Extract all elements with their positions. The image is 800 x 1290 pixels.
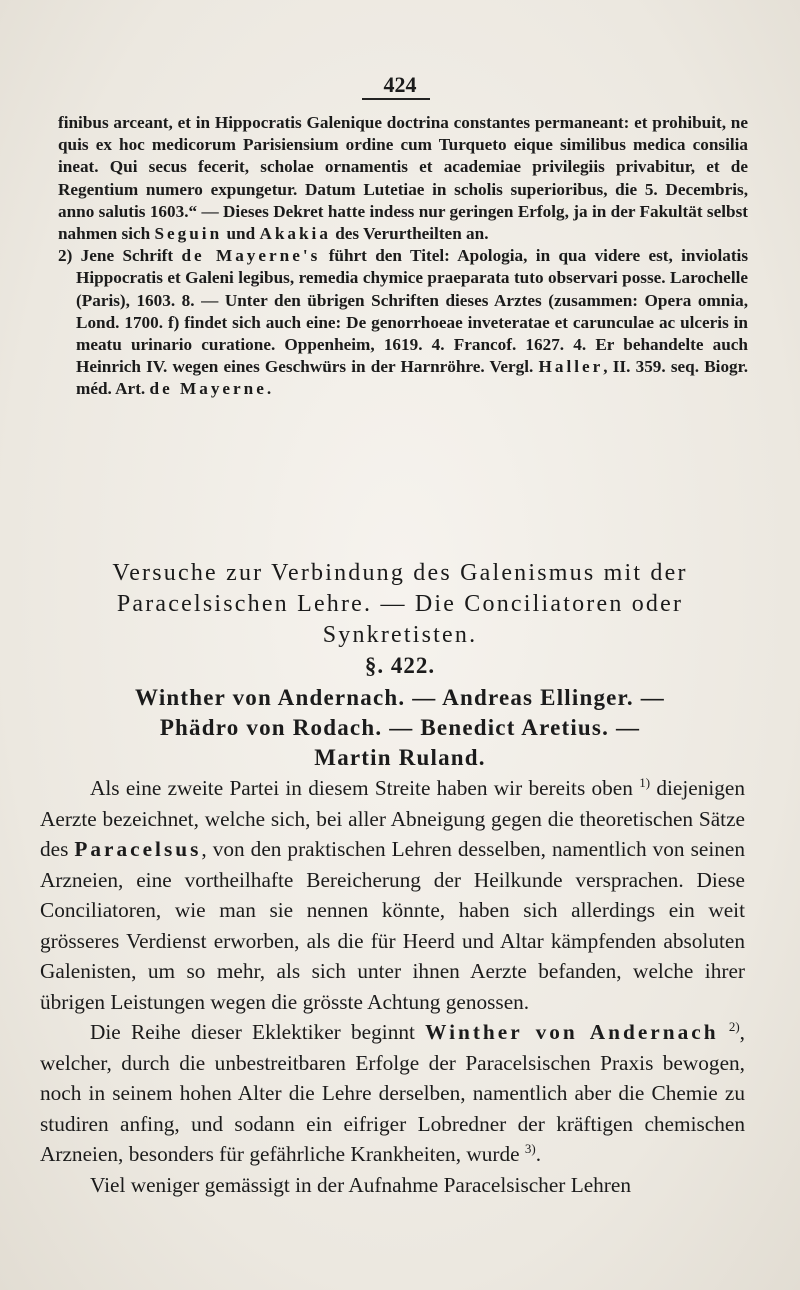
footnote-continuation: finibus arceant, et in Hippocratis Galenique doctrina constantes permaneant: et prohibuit, ne quis ex hoc medicorum Parisiensium ordine cum Turqueto eique similibus medica consilia ineat. Qui secus fecerit, scholae ornamentis et academiae privilegiis privabitur, et de Regentium numero expungetur. Datum Lutetiae in scholis superioribus, die 5. Decembris, anno salutis 1603.“ — Dieses Dekret hatte indess nur geringen Erfolg, ja in der Fakultät selbst nahmen sich Seguin und Akakia des Verurtheilten an. — [58, 113, 748, 244]
body-paragraph-1: Als eine zweite Partei in diesem Streite haben wir bereits oben $^{1)}$ diejenigen Aerzte bezeichnet, welche sich, bei aller Abneigung gegen die theoretischen Sätze des Paracelsus, von den praktischen Lehren desselben, namentlich von seinen Arzneien, eine vortheilhafte Bereicherung der Heilkunde versprachen. Diese Conciliatoren, wie man sie nennen könnte, haben sich allerdings ein weit grösseres Verdienst erworben, als die für Heerd und Altar kämpfenden absoluten Galenisten, um so mehr, als sich unter ihnen Aerzte befanden, welche ihrer übrigen Leistungen wegen die grösste Achtung genossen. — [40, 774, 746, 1014]
section-heading: Versuche zur Verbindung des Galenismus mit der Paracelsischen Lehre. — Die Conciliatoren oder Synkretisten. — [112, 560, 688, 648]
name-mayerne: de Mayerne's — [181, 246, 321, 266]
body-text — [40, 773, 745, 1200]
body-paragraph-2: Die Reihe dieser Eklektiker beginnt Winther von Andernach $^{2)}$, welcher, durch die unbestreitbaren Erfolge der Paracelsischen Praxis bewogen, noch in seinem hohen Alter die Lehre derselben, namentlich aber die Chemie zu studiren anfing, und sodann ein eifriger Lobredner der kräftigen chemischen Arzneien, besonders für gefährliche Krankheiten, wurde $^{3)}$. — [40, 1018, 745, 1166]
footnotes — [58, 112, 748, 401]
footnote-ref-1: 1) — [639, 774, 651, 790]
name-paracelsus: Paracelsus — [74, 837, 202, 861]
section-names — [40, 683, 760, 773]
name-winther: Winther von Andernach — [425, 1020, 719, 1044]
name-seguin: Seguin — [154, 224, 223, 244]
names-line-2: Phädro von Rodach. — Benedict Aretius. — — [159, 715, 641, 740]
name-haller: Haller — [538, 357, 604, 377]
name-akakia: Akakia — [259, 224, 331, 244]
footnote-2: 2) Jene Schrift de Mayerne's führt den Titel: Apologia, in qua videre est, inviolatis Hippocratis et Galeni legibus, remedia chymice praeparata tuto observari posse. Larochelle (Paris), 1603. 8. — Unter den übrigen Schriften dieses Arztes (zusammen: Opera omnia, Lond. 1700. f) findet sich auch eine: De genorrhoeae inveteratae et carunculae ac ulceris in meatu urinario curatione. Oppenheim, 1619. 4. Francof. 1627. 4. Er behandelte auch Heinrich IV. wegen eines Geschwürs in der Harnröhre. Vergl. Haller, II. 359. seq. Biogr. méd. Art. de Mayerne. — [58, 246, 749, 399]
body-paragraph-3: Viel weniger gemässigt in der Aufnahme Paracelsischer Lehren — [90, 1172, 632, 1197]
page-number-rule — [362, 98, 430, 100]
paragraph-number: §. 422. — [364, 653, 436, 678]
footnote-ref-2: 2) — [728, 1018, 740, 1034]
names-line-1: Winther von Andernach. — Andreas Ellinger. — — [135, 685, 665, 710]
name-de-mayerne: de Mayerne. — [149, 379, 275, 399]
page-number: 424 — [383, 72, 417, 97]
footnote-ref-3: 3) — [524, 1140, 536, 1156]
names-line-3: Martin Ruland. — [314, 745, 486, 770]
